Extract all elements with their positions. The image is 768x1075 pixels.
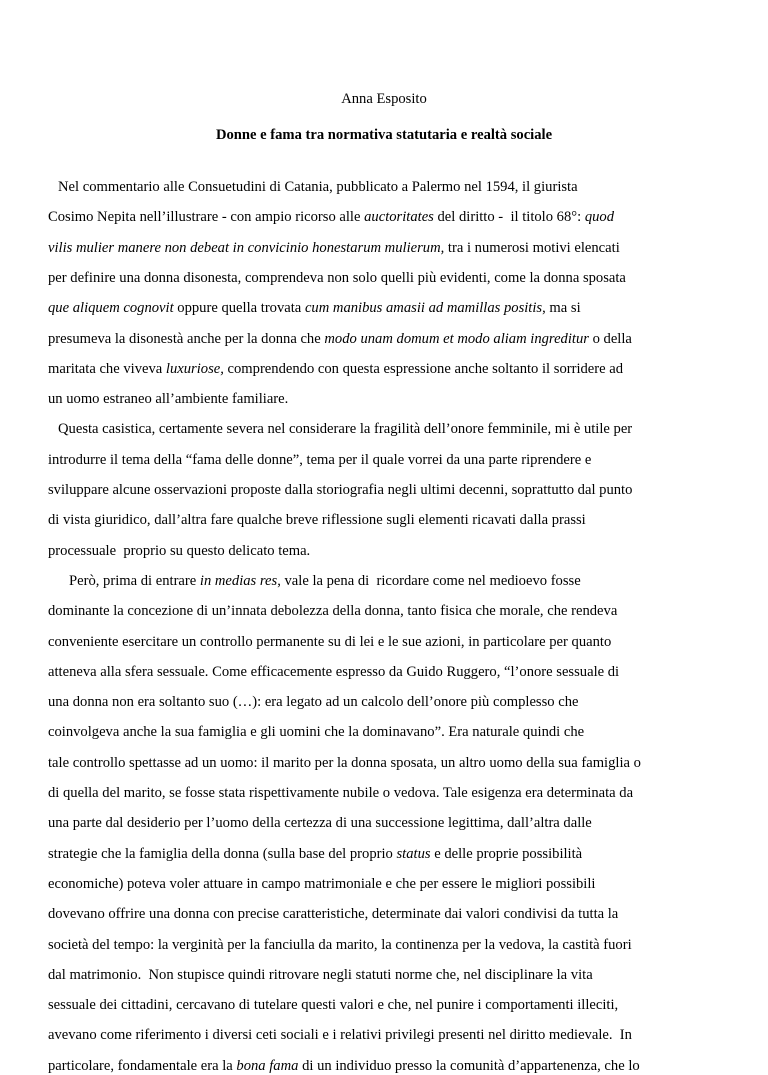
italic-text: cum manibus amasii ad mamillas positis <box>304 300 543 317</box>
text-run: oppure quella trovata <box>173 300 305 317</box>
text-run: una parte dal desiderio per l’uomo della certezza di una successione legittima, dall’altra dalle <box>48 815 592 832</box>
text-run: economiche) poteva voler attuare in campo matrimoniale e che per essere le migliori possibili <box>48 875 596 892</box>
italic-text: vilis mulier manere non debeat in convicinio honestarum mulierum, <box>48 239 445 256</box>
text-line <box>48 905 618 923</box>
text-run: e delle proprie possibilità <box>430 845 583 862</box>
italic-text: luxuriose, <box>165 360 224 377</box>
text-line <box>48 633 611 651</box>
text-run: particolare, fondamentale era la <box>48 1057 237 1074</box>
italic-text: auctoritates <box>364 209 434 226</box>
text-line <box>48 784 633 802</box>
text-line <box>48 481 632 499</box>
text-run: di vista giuridico, dall’altra fare qualche breve riflessione sugli elementi ricavati dalla prassi <box>48 512 586 529</box>
text-line <box>48 360 623 378</box>
text-line <box>48 845 582 863</box>
text-line <box>48 330 632 348</box>
text-line <box>48 390 288 408</box>
text-line <box>69 572 581 590</box>
text-line <box>58 420 632 438</box>
text-line <box>48 1026 632 1044</box>
text-line <box>48 966 593 984</box>
text-run: del diritto - il titolo 68°: <box>433 209 585 226</box>
text-run: dovevano offrire una donna con precise caratteristiche, determinate dai valori condivisi da tutta la <box>48 906 619 923</box>
text-line <box>48 875 595 893</box>
italic-text: bona fama <box>236 1057 299 1074</box>
text-run: sessuale dei cittadini, cercavano di tutelare questi valori e che, nel punire i comportamenti illeciti, <box>48 997 619 1014</box>
italic-text: quod <box>584 209 615 226</box>
text-line <box>48 299 581 317</box>
text-line <box>48 451 591 469</box>
text-run: avevano come riferimento i diversi ceti sociali e i relativi privilegi presenti nel diritto medievale. In <box>48 1027 632 1044</box>
text-run: di un individuo presso la comunità d’appartenenza, che lo <box>298 1057 640 1074</box>
text-line <box>48 602 617 620</box>
italic-text: modo unam domum et modo aliam ingreditur <box>324 330 589 347</box>
text-line <box>48 693 578 711</box>
text-line <box>48 723 584 741</box>
text-run: tale controllo spettasse ad un uomo: il marito per la donna sposata, un altro uomo della sua famiglia o <box>48 754 641 771</box>
text-run: presumeva la disonestà anche per la donna che <box>48 330 325 347</box>
text-run: tra i numerosi motivi elencati <box>444 239 620 256</box>
text-run: o della <box>588 330 632 347</box>
text-run: , ma si <box>542 300 581 317</box>
text-run: una donna non era soltanto suo (…): era legato ad un calcolo dell’onore più complesso che <box>48 694 579 711</box>
text-line <box>48 936 632 954</box>
text-run: maritata che viveva <box>48 360 166 377</box>
text-line <box>48 814 592 832</box>
text-line <box>48 1057 640 1075</box>
text-run: Questa casistica, certamente severa nel considerare la fragilità dell’onore femminile, mi è utile per <box>58 421 633 438</box>
text-run: coinvolgeva anche la sua famiglia e gli uomini che la dominavano”. Era naturale quindi che <box>48 724 585 741</box>
text-run: processuale proprio su questo delicato tema. <box>48 542 311 559</box>
text-line <box>48 269 626 287</box>
text-run: Nel commentario alle Consuetudini di Catania, pubblicato a Palermo nel 1594, il giurista <box>58 179 578 195</box>
text-run: introdurre il tema della “fama delle donne”, tema per il quale vorrei da una parte riprendere e <box>48 451 592 468</box>
text-line <box>48 754 641 772</box>
text-line <box>48 542 310 560</box>
text-line <box>48 663 619 681</box>
text-run: per definire una donna disonesta, comprendeva non solo quelli più evidenti, come la donna sposata <box>48 269 626 286</box>
italic-text: in medias res <box>199 572 278 589</box>
text-run: dal matrimonio. Non stupisce quindi ritrovare negli statuti norme che, nel disciplinare la vita <box>48 966 593 983</box>
text-run: Cosimo Nepita nell’illustrare - con ampio ricorso alle <box>48 209 365 226</box>
text-line <box>58 178 578 196</box>
text-run: un uomo estraneo all’ambiente familiare. <box>48 391 289 408</box>
text-run: di quella del marito, se fosse stata rispettivamente nubile o vedova. Tale esigenza era determinata da <box>48 785 634 801</box>
text-line <box>48 996 618 1014</box>
text-line <box>48 208 614 226</box>
author-name: Anna Esposito <box>341 91 427 107</box>
text-run: , vale la pena di ricordare come nel medioevo fosse <box>277 572 581 589</box>
text-line <box>48 239 620 257</box>
text-run: società del tempo: la verginità per la fanciulla da marito, la continenza per la vedova, la castità fuori <box>48 936 632 953</box>
text-run: conveniente esercitare un controllo permanente su di lei e le sue azioni, in particolare per quanto <box>48 633 612 650</box>
document-title: Donne e fama tra normativa statutaria e realtà sociale <box>215 127 553 143</box>
text-run: strategie che la famiglia della donna (sulla base del proprio <box>48 845 397 862</box>
text-run: comprendendo con questa espressione anche soltanto il sorridere ad <box>223 360 624 377</box>
italic-text: status <box>396 845 431 862</box>
text-line <box>48 511 586 529</box>
text-run: dominante la concezione di un’innata debolezza della donna, tanto fisica che morale, che rendeva <box>48 603 618 620</box>
text-run: sviluppare alcune osservazioni proposte dalla storiografia negli ultimi decenni, soprattutto dal punto <box>48 482 633 498</box>
text-run: atteneva alla sfera sessuale. Come efficacemente espresso da Guido Ruggero, “l’onore sessuale di <box>48 663 620 680</box>
italic-text: que aliquem cognovit <box>48 300 174 317</box>
text-run: Però, prima di entrare <box>69 572 200 589</box>
